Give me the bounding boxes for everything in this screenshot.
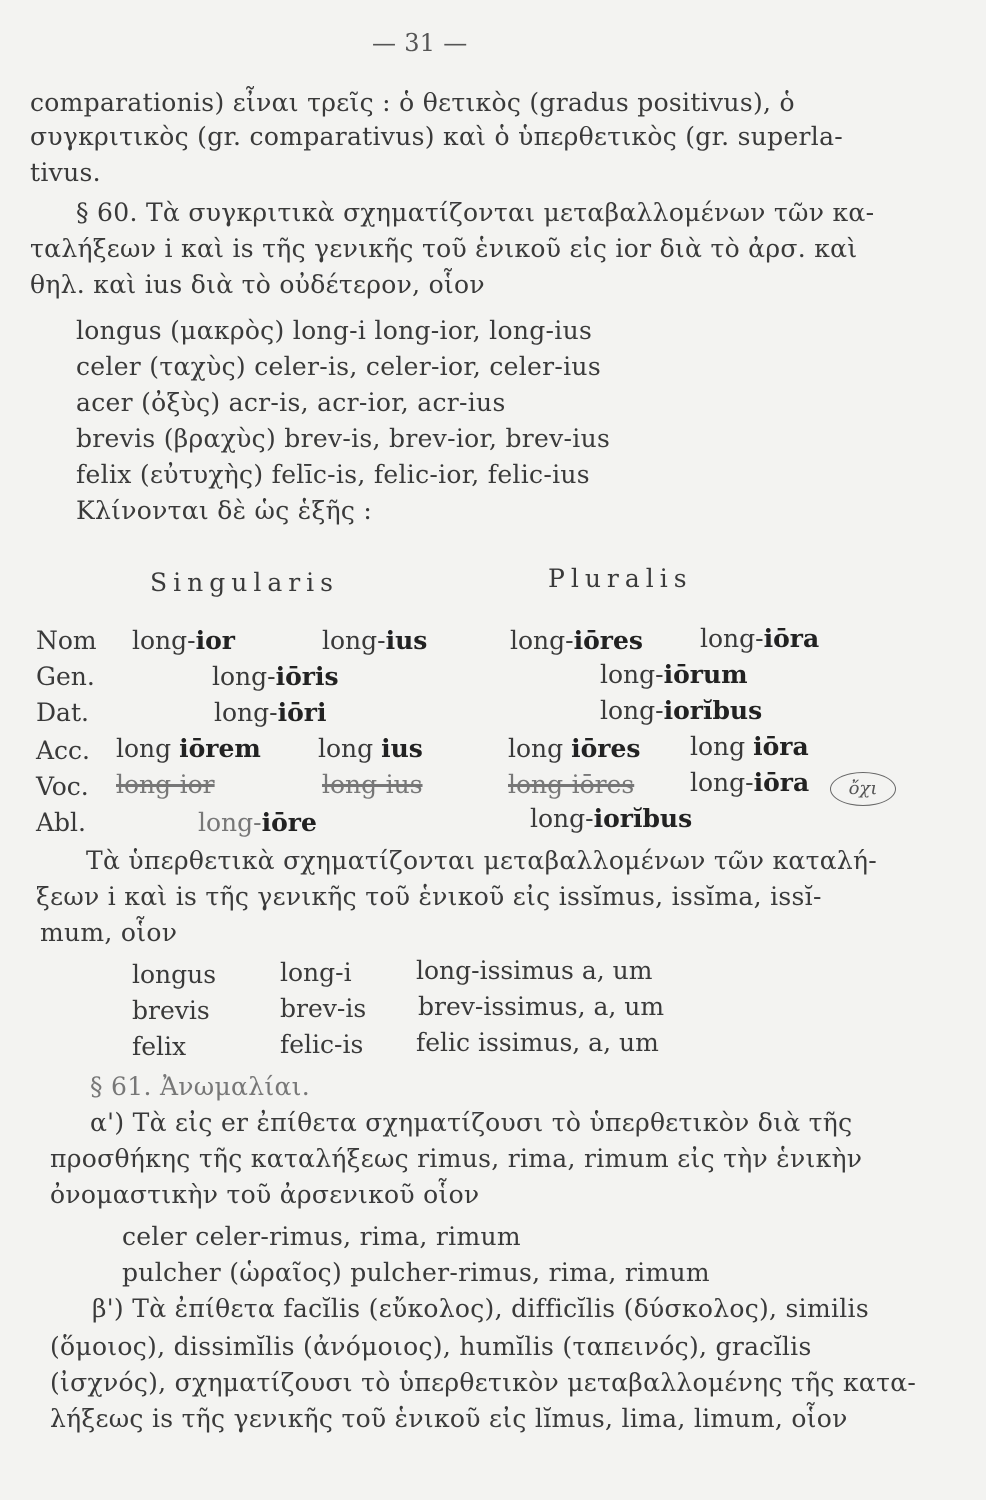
example-line: celer (ταχὺς) celer-is, celer-ior, celer-ius — [76, 352, 601, 381]
example-line: celer celer-rimus, rima, rimum — [122, 1222, 521, 1251]
example-line: acer (ὀξὺς) acr-is, acr-ior, acr-ius — [76, 388, 506, 417]
case-label: Nom — [36, 626, 97, 655]
handwritten-note: ὄχι — [830, 772, 896, 806]
text-line: (ὅμοιος), dissimĭlis (ἀνόμοιος), humĭlis (ταπεινός), gracĭlis — [50, 1332, 812, 1361]
text-line: β') Τὰ ἐπίθετα facĭlis (εὔκολος), difficĭlis (δύσκολος), similis — [92, 1294, 869, 1323]
case-label: Abl. — [36, 808, 86, 837]
pl-form: long-iorĭbus — [530, 804, 693, 833]
case-label: Gen. — [36, 662, 95, 691]
case-label: Acc. — [36, 736, 91, 765]
case-label: Voc. — [36, 772, 89, 801]
positive-form: brevis — [132, 996, 210, 1025]
text-line: θηλ. καὶ ius διὰ τὸ οὐδέτερον, οἷον — [30, 270, 485, 299]
superlative-form: brev-issimus, a, um — [418, 992, 665, 1021]
superlative-form: long-issimus a, um — [416, 956, 653, 985]
genitive-form: felic-is — [280, 1030, 364, 1059]
page-number: — 31 — — [372, 29, 468, 57]
sing-masc-form-struck: long-ior — [116, 770, 215, 799]
text-line: Τὰ ὑπερθετικὰ σχηματίζονται μεταβαλλομένων τῶν καταλή- — [86, 846, 878, 875]
sing-neut-form-struck: long-ius — [322, 770, 423, 799]
text-line: tivus. — [30, 158, 101, 187]
genitive-form: long-i — [280, 958, 352, 987]
pl-neut-form: long-iōra — [690, 768, 810, 797]
text-line: ταλήξεων i καὶ is τῆς γενικῆς τοῦ ἑνικοῦ εἰς ior διὰ τὸ ἀρσ. καὶ — [30, 234, 858, 263]
positive-form: longus — [132, 960, 217, 989]
example-line: longus (μακρὸς) long-i long-ior, long-ius — [76, 316, 593, 345]
text-line: συγκριτικὸς (gr. comparativus) καὶ ὁ ὑπερθετικὸς (gr. superla- — [30, 122, 844, 151]
text-line: ξεων i καὶ is τῆς γενικῆς τοῦ ἑνικοῦ εἰς issĭmus, issĭma, issĭ- — [36, 882, 822, 911]
text-line: mum, οἷον — [40, 918, 178, 947]
positive-form: felix — [132, 1032, 187, 1061]
genitive-form: brev-is — [280, 994, 367, 1023]
pl-masc-form: long iōres — [508, 734, 641, 763]
plural-heading: Pluralis — [548, 564, 693, 593]
text-line: (ἰσχνός), σχηματίζουσι τὸ ὑπερθετικὸν μεταβαλλομένης τῆς κατα- — [50, 1368, 917, 1397]
text-line: § 60. Τὰ συγκριτικὰ σχηματίζονται μεταβαλλομένων τῶν κα- — [76, 198, 875, 227]
sing-neut-form: long-ius — [322, 626, 428, 655]
sing-masc-form: long iōrem — [116, 734, 261, 763]
sing-form: long-iōre — [198, 808, 317, 837]
example-line: brevis (βραχὺς) brev-is, brev-ior, brev-ius — [76, 424, 611, 453]
pl-neut-form: long iōra — [690, 732, 809, 761]
pl-form: long-iorĭbus — [600, 696, 763, 725]
text-line: α') Τὰ εἰς er ἐπίθετα σχηματίζουσι τὸ ὑπερθετικὸν διὰ τῆς — [90, 1108, 853, 1137]
case-label: Dat. — [36, 698, 89, 727]
text-line: ὀνομαστικὴν τοῦ ἀρσενικοῦ οἷον — [50, 1180, 480, 1209]
sing-form: long-iōris — [212, 662, 339, 691]
pl-form: long-iōrum — [600, 660, 748, 689]
superlative-form: felic issimus, a, um — [416, 1028, 659, 1057]
text-line: comparationis) εἶναι τρεῖς : ὁ θετικὸς (gradus positivus), ὁ — [30, 88, 795, 117]
pl-masc-form: long-iōres — [510, 626, 643, 655]
pl-neut-form: long-iōra — [700, 624, 820, 653]
example-line: pulcher (ὡραῖος) pulcher-rimus, rima, rimum — [122, 1258, 710, 1287]
declension-intro: Κλίνονται δὲ ὡς ἑξῆς : — [76, 496, 373, 525]
text-line: λήξεως is τῆς γενικῆς τοῦ ἑνικοῦ εἰς lĭmus, lima, limum, οἷον — [50, 1404, 848, 1433]
section-61-title: § 61. Ἀνωμαλίαι. — [90, 1072, 310, 1101]
pl-masc-form-struck: long-iōres — [508, 770, 635, 799]
sing-form: long-iōri — [214, 698, 327, 727]
text-line: προσθήκης τῆς καταλήξεως rimus, rima, rimum εἰς τὴν ἑνικὴν — [50, 1144, 863, 1173]
example-line: felix (εὐτυχὴς) felīc-is, felic-ior, felic-ius — [76, 460, 590, 489]
sing-masc-form: long-ior — [132, 626, 235, 655]
singular-heading: Singularis — [150, 568, 340, 597]
sing-neut-form: long ius — [318, 734, 423, 763]
